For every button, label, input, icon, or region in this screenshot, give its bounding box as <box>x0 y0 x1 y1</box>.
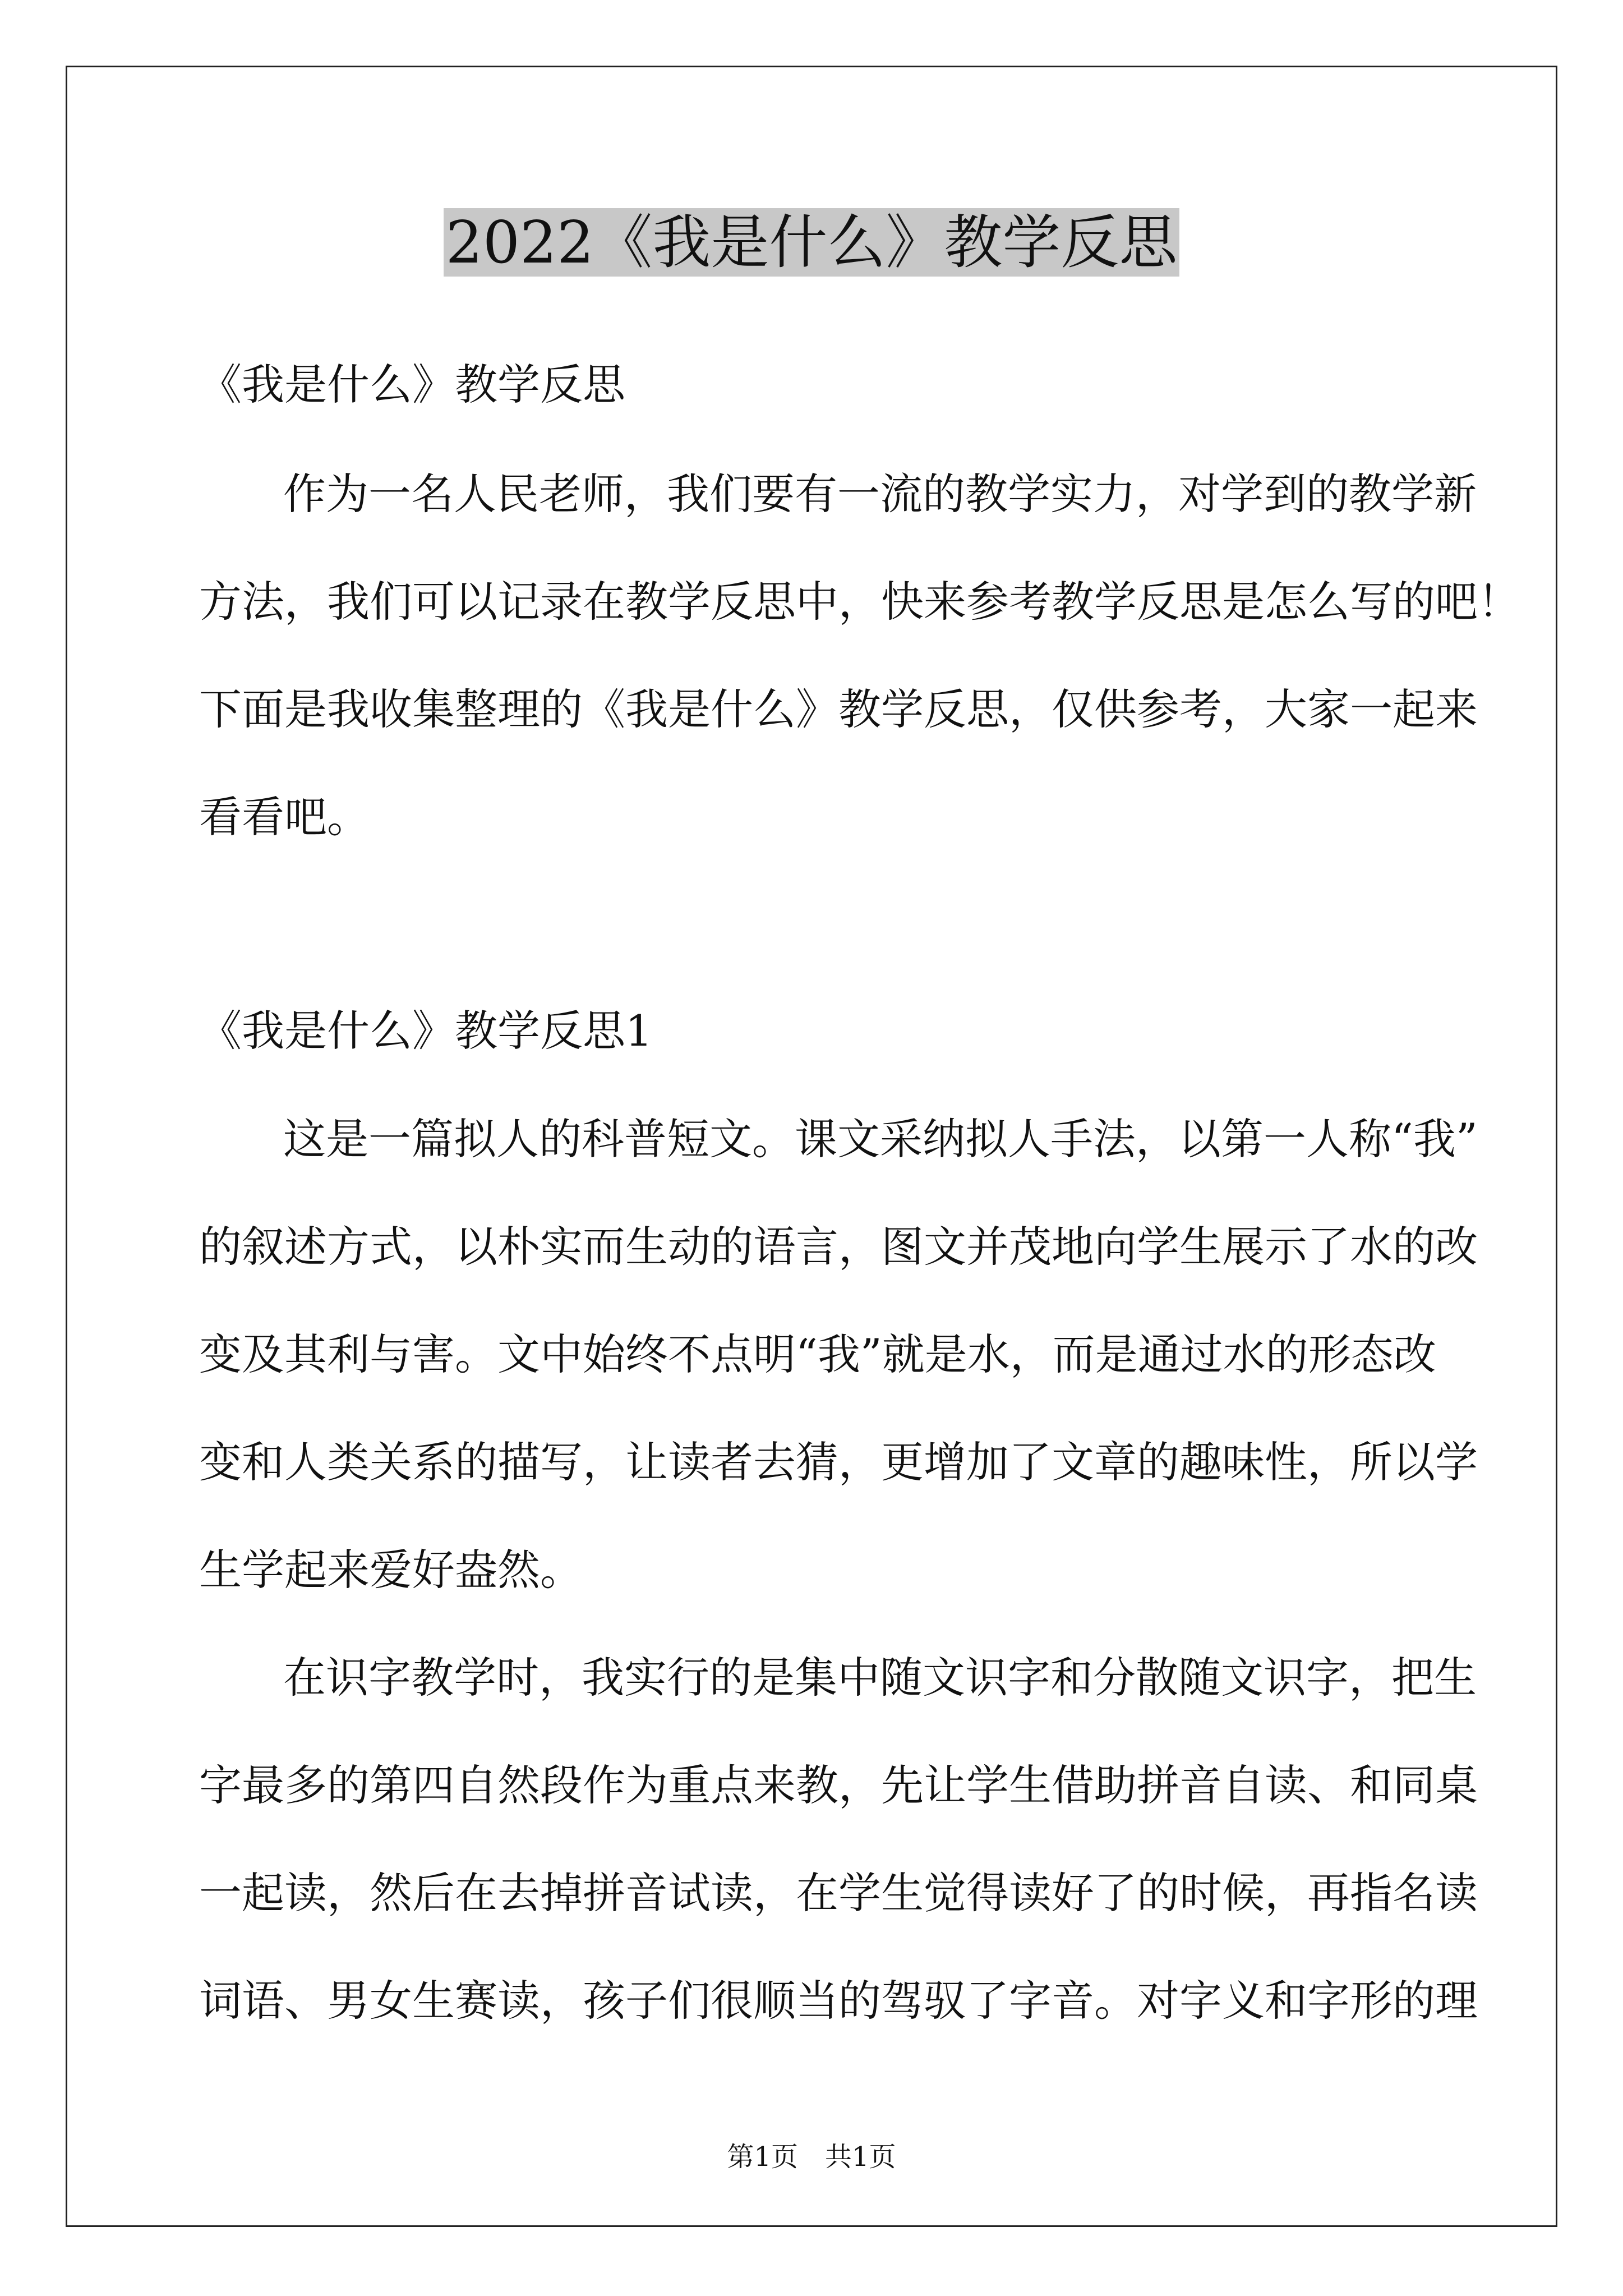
paragraph-line: 这是一篇拟人的科普短文。课文采纳拟人手法，以第一人称“我” <box>283 1114 1478 1164</box>
page-footer: 第1页 共1页 <box>727 2141 896 2173</box>
paragraph-line: 生学起来爱好盎然。 <box>199 1545 583 1595</box>
paragraph-line: 变及其利与害。文中始终不点明“我”就是水，而是通过水的形态改 <box>199 1329 1436 1379</box>
intro-line: 方法，我们可以记录在教学反思中，快来参考教学反思是怎么写的吧！ <box>199 577 1520 627</box>
paragraph-line: 变和人类关系的描写，让读者去猜，更增加了文章的趣味性，所以学 <box>199 1437 1478 1487</box>
paragraph-line: 字最多的第四自然段作为重点来教，先让学生借助拼音自读、和同桌 <box>199 1760 1478 1810</box>
intro-line: 看看吧。 <box>199 792 370 842</box>
section-heading: 《我是什么》教学反思1 <box>199 1006 653 1056</box>
document-title: 2022《我是什么》教学反思 <box>0 203 1623 282</box>
paragraph-line: 一起读，然后在去掉拼音试读，在学生觉得读好了的时候，再指名读 <box>199 1868 1478 1918</box>
paragraph-line: 词语、男女生赛读，孩子们很顺当的驾驭了字音。对字义和字形的理 <box>199 1976 1478 2026</box>
paragraph-line: 在识字教学时，我实行的是集中随文识字和分散随文识字，把生 <box>283 1653 1477 1703</box>
intro-line: 作为一名人民老师，我们要有一流的教学实力，对学到的教学新 <box>283 469 1477 519</box>
paragraph-line: 的叙述方式，以朴实而生动的语言，图文并茂地向学生展示了水的改 <box>199 1222 1478 1272</box>
document-subtitle: 《我是什么》教学反思 <box>199 360 625 409</box>
intro-line: 下面是我收集整理的《我是什么》教学反思，仅供参考，大家一起来 <box>199 684 1478 734</box>
